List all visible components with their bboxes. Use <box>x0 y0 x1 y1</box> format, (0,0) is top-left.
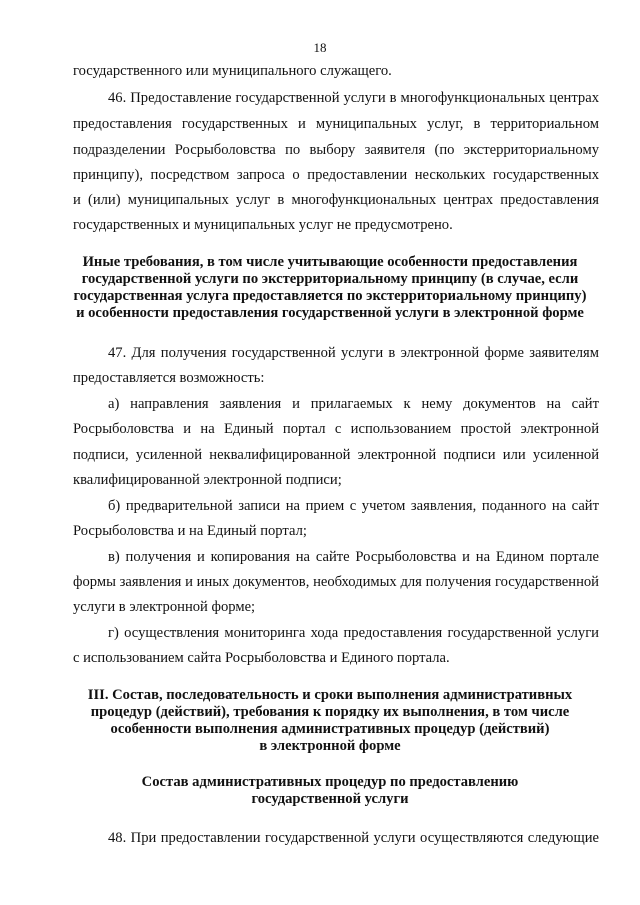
text-line: Росрыболовства и на Единый портал с использованием простой электронной <box>73 421 599 437</box>
text-line: принципу), посредством запроса о предоставлении нескольких государственных <box>73 167 599 183</box>
text-line: с использованием сайта Росрыболовства и Единого портала. <box>73 650 450 666</box>
section-heading-line: государственной услуги по экстерриториальному принципу (в случае, если <box>81 271 579 287</box>
text-line: Росрыболовства и на Единый портал; <box>73 523 307 539</box>
chapter-heading-line: в электронной форме <box>259 738 401 754</box>
chapter-heading-line: особенности выполнения административных процедур (действий) <box>110 721 550 737</box>
text-line: государственных и муниципальных услуг не предусмотрено. <box>73 217 453 233</box>
text-line: подразделении Росрыболовства по выбору заявителя (по экстерриториальному <box>73 142 599 158</box>
paragraph-48-line: 48. При предоставлении государственной услуги осуществляются следующие <box>108 830 599 846</box>
subsection-heading-line: государственной услуги <box>251 791 409 807</box>
text-line: услуги в электронной форме; <box>73 599 256 615</box>
subsection-heading-line: Состав административных процедур по предоставлению <box>141 774 519 790</box>
paragraph-47-line: 47. Для получения государственной услуги в электронной форме заявителям <box>108 345 599 361</box>
list-item-a: а) направления заявления и прилагаемых к нему документов на сайт <box>108 396 599 412</box>
list-item-g: г) осуществления мониторинга хода предоставления государственной услуги <box>108 625 599 641</box>
section-heading-line: государственная услуга предоставляется по экстерриториальному принципу) <box>73 288 587 304</box>
chapter-heading-line: III. Состав, последовательность и сроки выполнения административных <box>87 687 573 703</box>
paragraph-46-line: 46. Предоставление государственной услуги в многофункциональных центрах <box>108 90 599 106</box>
text-line: квалифицированной электронной подписи; <box>73 472 342 488</box>
text-line: государственного или муниципального служащего. <box>73 63 392 79</box>
text-line: предоставления государственных и муниципальных услуг, в территориальном <box>73 116 599 132</box>
text-line: и (или) муниципальных услуг в многофункциональных центрах предоставления <box>73 192 599 208</box>
chapter-heading-line: процедур (действий), требования к порядку их выполнения, в том числе <box>90 704 570 720</box>
section-heading-line: и особенности предоставления государственной услуги в электронной форме <box>76 305 584 321</box>
list-item-v: в) получения и копирования на сайте Росрыболовства и на Едином портале <box>108 549 599 565</box>
text-line: подписи, усиленной неквалифицированной электронной подписи или усиленной <box>73 447 599 463</box>
page-number: 18 <box>313 40 327 55</box>
section-heading-line: Иные требования, в том числе учитывающие особенности предоставления <box>82 254 578 270</box>
text-line: формы заявления и иных документов, необходимых для получения государственной <box>73 574 599 590</box>
list-item-b: б) предварительной записи на прием с учетом заявления, поданного на сайт <box>108 498 599 514</box>
text-line: предоставляется возможность: <box>73 370 265 386</box>
